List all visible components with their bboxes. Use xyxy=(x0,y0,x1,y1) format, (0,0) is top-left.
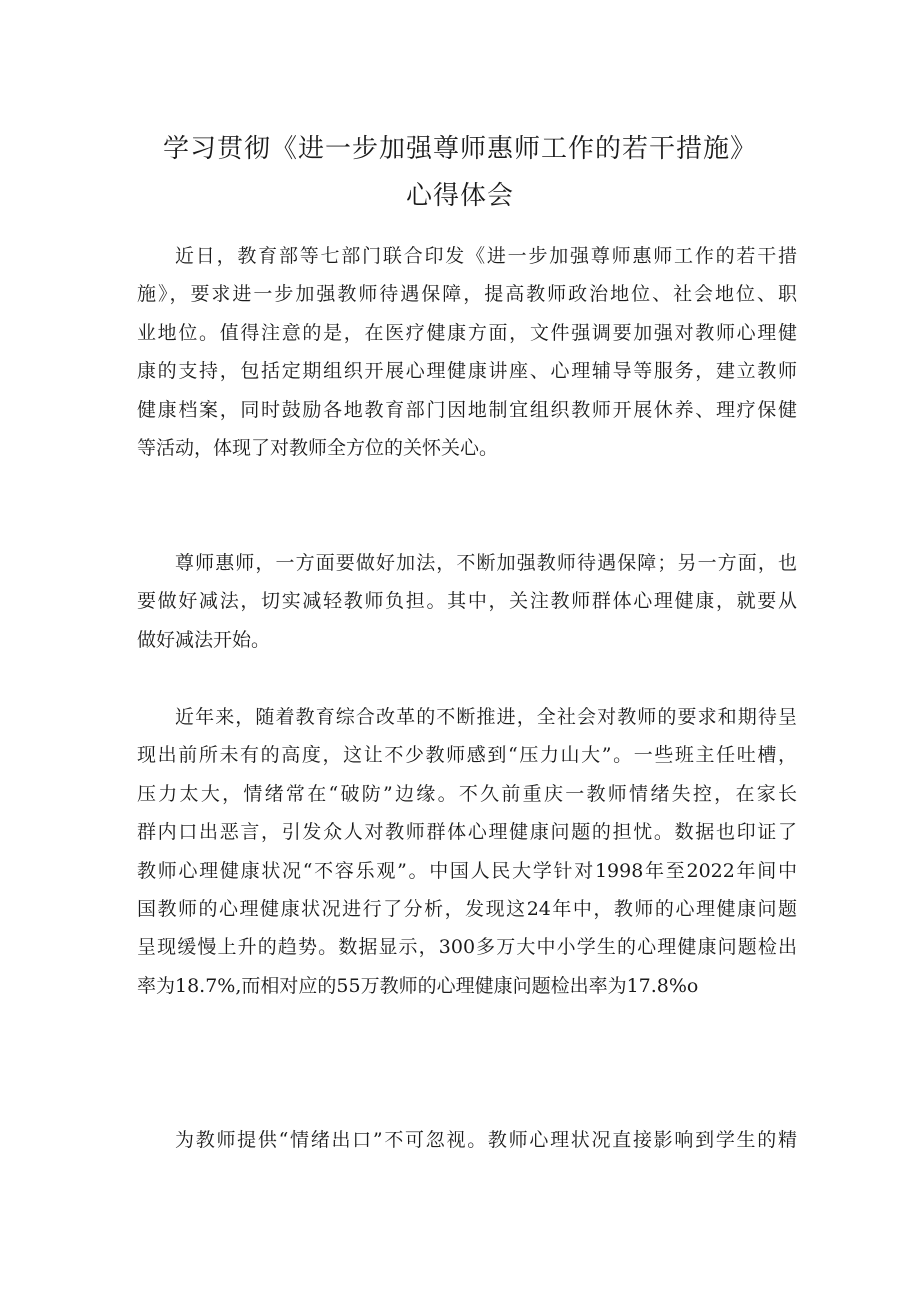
paragraph-line: 近日，教育部等七部门联合印发《进一步加强尊师惠师工作的若干措 xyxy=(175,245,797,267)
paragraph-3 xyxy=(137,698,797,1005)
paragraph-2 xyxy=(137,544,797,659)
paragraph-4 xyxy=(137,1121,797,1159)
paragraph-line: 业地位。值得注意的是，在医疗健康方面，文件强调要加强对教师心理健 xyxy=(137,321,797,344)
paragraph-line: 等活动，体现了对教师全方位的关怀关心。 xyxy=(137,437,499,460)
paragraph-line: 健康档案，同时鼓励各地教育部门因地制宜组织教师开展休养、理疗保健 xyxy=(137,398,797,421)
paragraph-line: 教师心理健康状况“不容乐观”。中国人民大学针对1998年至2022年间中 xyxy=(137,859,797,882)
paragraph-line: 为教师提供“情绪出口”不可忽视。教师心理状况直接影响到学生的精 xyxy=(175,1129,797,1151)
document-title: 学习贯彻《进一步加强尊师惠师工作的若干措施》 xyxy=(162,134,757,164)
paragraph-line: 群内口出恶言，引发众人对教师群体心理健康问题的担忧。数据也印证了 xyxy=(137,821,797,844)
paragraph-line: 康的支持，包括定期组织开展心理健康讲座、心理辅导等服务，建立教师 xyxy=(137,360,797,383)
paragraph-line: 国教师的心理健康状况进行了分析，发现这24年中，教师的心理健康问题 xyxy=(137,898,797,921)
paragraph-line: 压力太大，情绪常在“破防”边缘。不久前重庆一教师情绪失控，在家长 xyxy=(137,782,797,805)
paragraph-line: 呈现缓慢上升的趋势。数据显示，300多万大中小学生的心理健康问题检出 xyxy=(137,936,797,959)
paragraph-line: 做好减法开始。 xyxy=(137,628,271,651)
document-subtitle: 心得体会 xyxy=(405,181,514,211)
paragraph-1 xyxy=(137,237,797,467)
paragraph-line: 率为18.7%,而相对应的55万教师的心理健康问题检出率为17.8%o xyxy=(137,974,699,997)
paragraph-line: 尊师惠师，一方面要做好加法，不断加强教师待遇保障；另一方面，也 xyxy=(175,552,797,574)
paragraph-line: 近年来，随着教育综合改革的不断推进，全社会对教师的要求和期待呈 xyxy=(175,706,797,728)
paragraph-line: 要做好减法，切实减轻教师负担。其中，关注教师群体心理健康，就要从 xyxy=(137,590,797,613)
paragraph-line: 现出前所未有的高度，这让不少教师感到“压力山大”。一些班主任吐槽， xyxy=(137,744,797,767)
paragraph-line: 施》，要求进一步加强教师待遇保障，提高教师政治地位、社会地位、职 xyxy=(137,283,797,306)
